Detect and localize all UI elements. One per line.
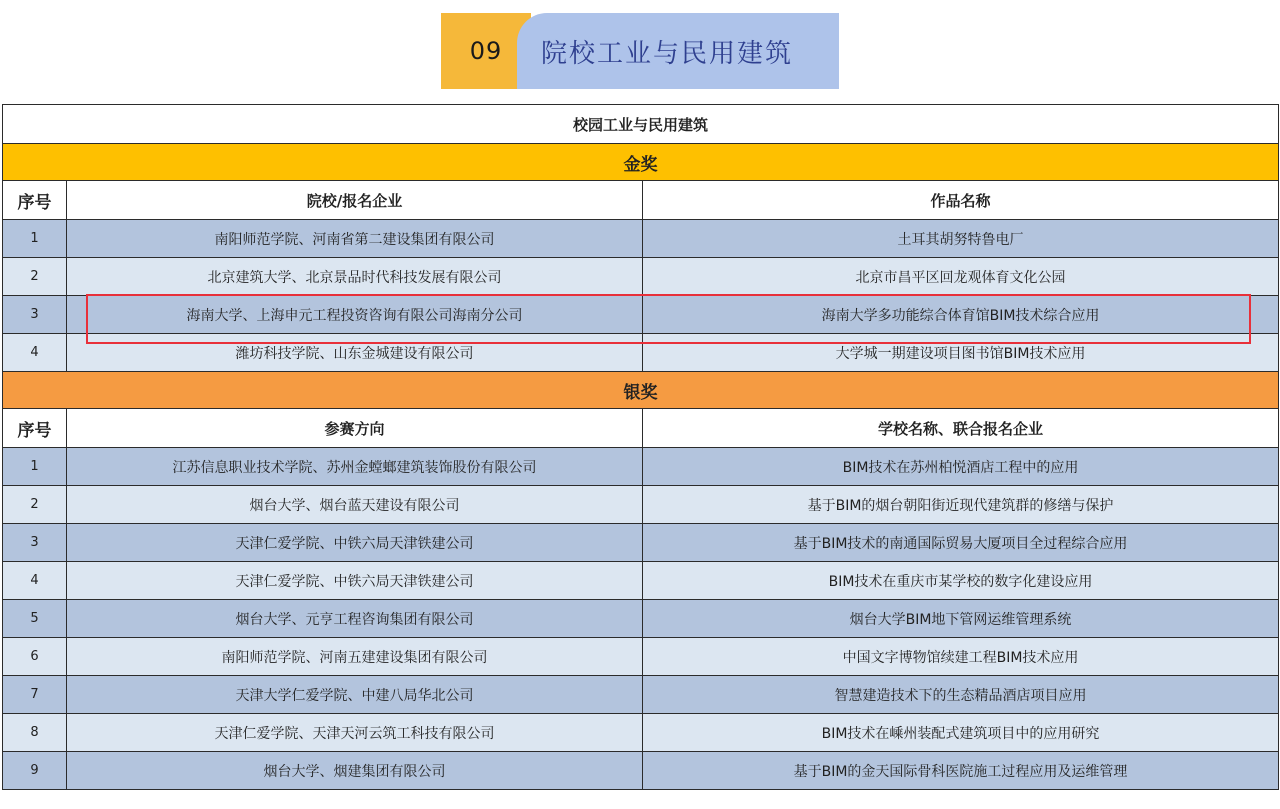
row-work: 烟台大学BIM地下管网运维管理系统	[643, 600, 1279, 638]
gold-award-label: 金奖	[3, 144, 1279, 181]
row-work: BIM技术在重庆市某学校的数字化建设应用	[643, 562, 1279, 600]
row-work: BIM技术在苏州柏悦酒店工程中的应用	[643, 448, 1279, 486]
row-school: 南阳师范学院、河南五建建设集团有限公司	[67, 638, 643, 676]
table-row	[3, 752, 1279, 790]
row-index: 1	[3, 220, 67, 258]
row-work: 基于BIM技术的南通国际贸易大厦项目全过程综合应用	[643, 524, 1279, 562]
column-header: 参赛方向	[67, 409, 643, 448]
row-school: 潍坊科技学院、山东金城建设有限公司	[67, 334, 643, 372]
row-school: 江苏信息职业技术学院、苏州金螳螂建筑装饰股份有限公司	[67, 448, 643, 486]
row-school: 南阳师范学院、河南省第二建设集团有限公司	[67, 220, 643, 258]
row-work: 基于BIM的金天国际骨科医院施工过程应用及运维管理	[643, 752, 1279, 790]
row-index: 7	[3, 676, 67, 714]
section-title: 院校工业与民用建筑	[517, 13, 839, 89]
table-row	[3, 486, 1279, 524]
table-title-row	[3, 105, 1279, 144]
column-header: 院校/报名企业	[67, 181, 643, 220]
table-row	[3, 220, 1279, 258]
table-row	[3, 296, 1279, 334]
row-index: 6	[3, 638, 67, 676]
column-header: 序号	[3, 409, 67, 448]
awards-table	[2, 104, 1279, 790]
row-school: 北京建筑大学、北京景品时代科技发展有限公司	[67, 258, 643, 296]
table-row	[3, 334, 1279, 372]
table-row	[3, 258, 1279, 296]
silver-header-row	[3, 409, 1279, 448]
table-row	[3, 562, 1279, 600]
row-index: 2	[3, 486, 67, 524]
row-index: 1	[3, 448, 67, 486]
row-index: 2	[3, 258, 67, 296]
table-title: 校园工业与民用建筑	[3, 105, 1279, 144]
row-school: 天津仁爱学院、中铁六局天津铁建公司	[67, 524, 643, 562]
column-header: 学校名称、联合报名企业	[643, 409, 1279, 448]
table-row	[3, 638, 1279, 676]
row-work: 北京市昌平区回龙观体育文化公园	[643, 258, 1279, 296]
row-index: 3	[3, 524, 67, 562]
row-school: 烟台大学、烟台蓝天建设有限公司	[67, 486, 643, 524]
gold-header-row	[3, 181, 1279, 220]
table-row	[3, 600, 1279, 638]
silver-award-label: 银奖	[3, 372, 1279, 409]
row-index: 8	[3, 714, 67, 752]
column-header: 作品名称	[643, 181, 1279, 220]
row-index: 5	[3, 600, 67, 638]
row-index: 4	[3, 334, 67, 372]
row-work: 基于BIM的烟台朝阳街近现代建筑群的修缮与保护	[643, 486, 1279, 524]
table-row	[3, 448, 1279, 486]
row-work: 智慧建造技术下的生态精品酒店项目应用	[643, 676, 1279, 714]
column-header: 序号	[3, 181, 67, 220]
table-row	[3, 524, 1279, 562]
gold-award-row	[3, 144, 1279, 181]
row-school: 海南大学、上海申元工程投资咨询有限公司海南分公司	[67, 296, 643, 334]
row-school: 烟台大学、元亨工程咨询集团有限公司	[67, 600, 643, 638]
row-work: 中国文字博物馆续建工程BIM技术应用	[643, 638, 1279, 676]
row-work: 土耳其胡努特鲁电厂	[643, 220, 1279, 258]
table-row	[3, 714, 1279, 752]
section-header	[441, 13, 839, 89]
row-index: 3	[3, 296, 67, 334]
row-school: 天津大学仁爱学院、中建八局华北公司	[67, 676, 643, 714]
row-school: 天津仁爱学院、中铁六局天津铁建公司	[67, 562, 643, 600]
table-row	[3, 676, 1279, 714]
silver-award-row	[3, 372, 1279, 409]
row-index: 9	[3, 752, 67, 790]
row-work: 大学城一期建设项目图书馆BIM技术应用	[643, 334, 1279, 372]
row-work: 海南大学多功能综合体育馆BIM技术综合应用	[643, 296, 1279, 334]
row-work: BIM技术在嵊州装配式建筑项目中的应用研究	[643, 714, 1279, 752]
section-number: 09	[441, 13, 531, 89]
row-school: 烟台大学、烟建集团有限公司	[67, 752, 643, 790]
row-index: 4	[3, 562, 67, 600]
row-school: 天津仁爱学院、天津天河云筑工科技有限公司	[67, 714, 643, 752]
